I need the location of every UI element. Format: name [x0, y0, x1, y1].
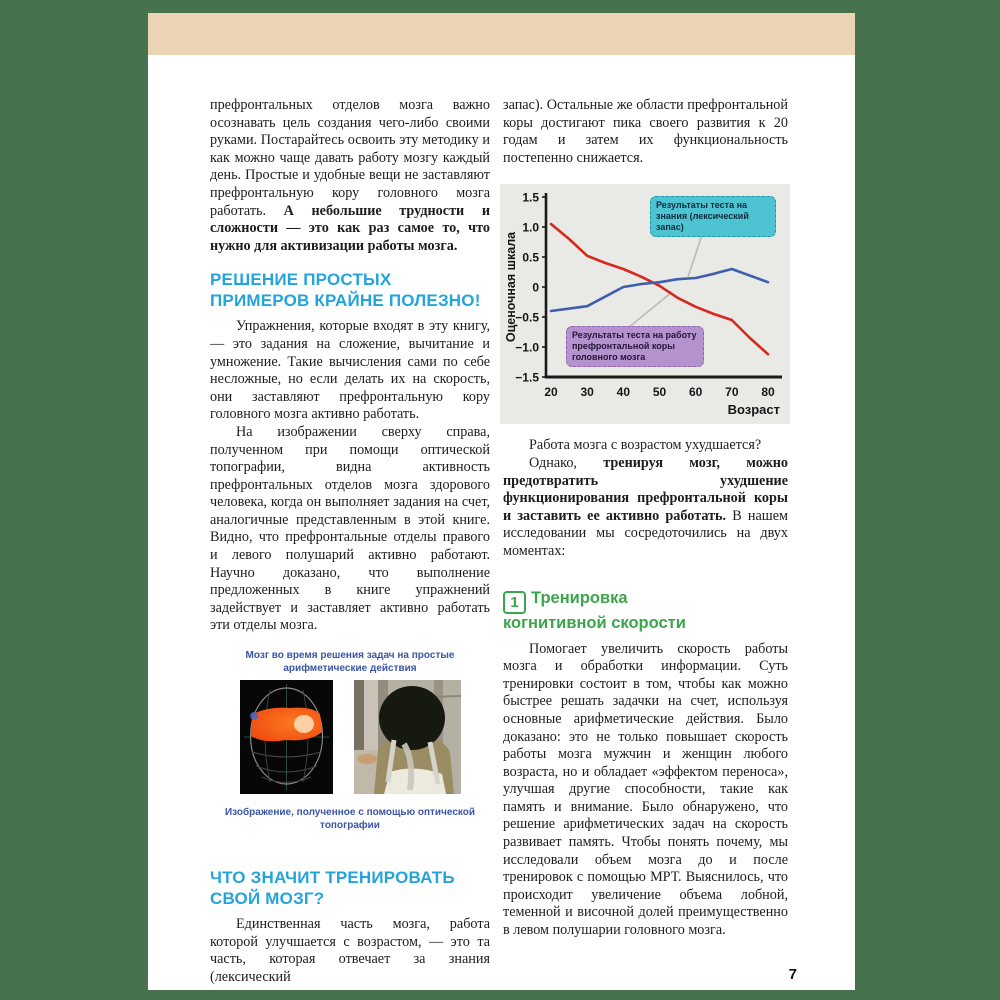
book-page: [148, 13, 855, 990]
age-chart-panel: [500, 184, 790, 424]
svg-text:70: 70: [725, 385, 739, 400]
paragraph-single-part: Единственная часть мозга, работа которой улучшается с возрастом, — это та часть, которая отвечает за знания (лексический: [210, 916, 490, 985]
paragraph-intro: [210, 97, 490, 255]
svg-text:40: 40: [616, 385, 631, 400]
svg-text:20: 20: [544, 385, 558, 400]
paragraph-intro-bold: А небольшие трудности и сложности — это как раз самое то, что нужно для активизации работы мозга.: [210, 202, 490, 254]
paragraph-speed: Помогает увеличить скорость работы мозга и обработки информации. Суть тренировки состоит в том, чтобы как можно быстрее решать задачки на счет, используя основные арифметические действия. Было доказано: это не только повышает скорость работы мозга мужчин и женщин любого возраста, но и обладает «эффектом переноса», улучшая другие способности, такие как память и внимание. Было обнаружено, что решение арифметических задач на скорость развивает память. Чтобы понять почему, мы исследовали объем мозга до и после тренировок с помощью МРТ. Выяснилось, что происходит увеличение объема лобной, теменной и височной долей преимущественно в левом полушарии головного мозга.: [503, 640, 788, 939]
paragraph-question: Работа мозга с возрастом ухудшается?: [529, 437, 762, 454]
paragraph-however: [503, 455, 788, 561]
page-number: 7: [788, 966, 797, 983]
paragraph-however-post: В нашем исследовании мы сосредоточились на двух моментах:: [503, 507, 788, 559]
svg-text:0: 0: [532, 280, 539, 295]
legend-knowledge-callout: Результаты теста на знания (лексический запас): [650, 196, 776, 237]
section-1-title: Тренировка когнитивной скорости: [503, 588, 686, 632]
paragraph-however-pre: Однако,: [529, 454, 604, 471]
paragraph-however-bold: тренируя мозг, можно предотвратить ухудшение функционирования префронтальной коры и заставить ее активно работать.: [503, 454, 789, 524]
section-1-number: 1: [510, 593, 519, 611]
left-column: [210, 97, 490, 986]
svg-text:0.5: 0.5: [522, 250, 539, 265]
paragraph-exercises: Упражнения, которые входят в эту книгу, — это задания на сложение, вычитание и умножение. Такие вычисления сами по себе несложные, но если делать их на скорость, они заставляют префронтальную кору головного мозга активно работать.: [210, 318, 490, 423]
page-content: [210, 97, 788, 986]
section-1-number-badge: [503, 591, 526, 614]
heading-train-brain: ЧТО ЗНАЧИТ ТРЕНИРОВАТЬ СВОЙ МОЗГ?: [210, 868, 455, 908]
svg-text:50: 50: [652, 385, 667, 400]
svg-text:1.0: 1.0: [522, 220, 539, 235]
svg-text:1.5: 1.5: [522, 190, 539, 205]
svg-text:−1.5: −1.5: [515, 370, 539, 385]
y-axis-label: Оценочная шкала: [504, 232, 518, 343]
paragraph-stock: запас). Остальные же области префронтальной коры достигают пика своего развития к 20 годам и затем их функциональность постепенно снижается.: [503, 97, 788, 166]
optical-topography-photo-image: [354, 680, 461, 794]
legend-prefrontal-callout: Результаты теста на работу префронтальной коры головного мозга: [566, 326, 704, 367]
paragraph-intro-text: префронтальных отделов мозга важно осознавать цель создания чего-либо своими руками. Постарайтесь освоить эту методику и как можно чаще давать работу мозгу каждый день. Простые и удобные вещи не заставляют префронтальную кору головного мозга работать.: [210, 97, 490, 219]
brain-activation-image: [240, 680, 333, 794]
right-column: [503, 97, 788, 986]
figure-caption-bottom: Изображение, полученное с помощью оптической топографии: [224, 807, 476, 832]
legend-leader-prefrontal: [628, 292, 672, 328]
svg-text:60: 60: [688, 385, 703, 400]
heading-simple-examples: РЕШЕНИЕ ПРОСТЫХ ПРИМЕРОВ КРАЙНЕ ПОЛЕЗНО!: [210, 270, 481, 310]
section-1-heading: [503, 589, 788, 633]
page-header-band: [148, 13, 855, 55]
figure-images: [210, 680, 490, 794]
x-axis-label: Возраст: [727, 402, 780, 418]
svg-text:30: 30: [580, 385, 594, 400]
svg-text:−1.0: −1.0: [515, 340, 539, 355]
svg-text:−0.5: −0.5: [515, 310, 539, 325]
figure-caption-top: Мозг во время решения задач на простые арифметические действия: [245, 650, 455, 675]
paragraph-topography: На изображении сверху справа, полученном при помощи оптической топографии, видна активность префронтальных отделов мозга здорового человека, когда он выполняет задания на счет, аналогичные представленным в этой книге. Видно, что префронтальные отделы правого и левого полушарий активно работают. Научно доказано, что выполнение предложенных в книге упражнений задействует и заставляет активно работать эти отделы мозга.: [210, 423, 490, 634]
svg-text:80: 80: [761, 385, 775, 400]
